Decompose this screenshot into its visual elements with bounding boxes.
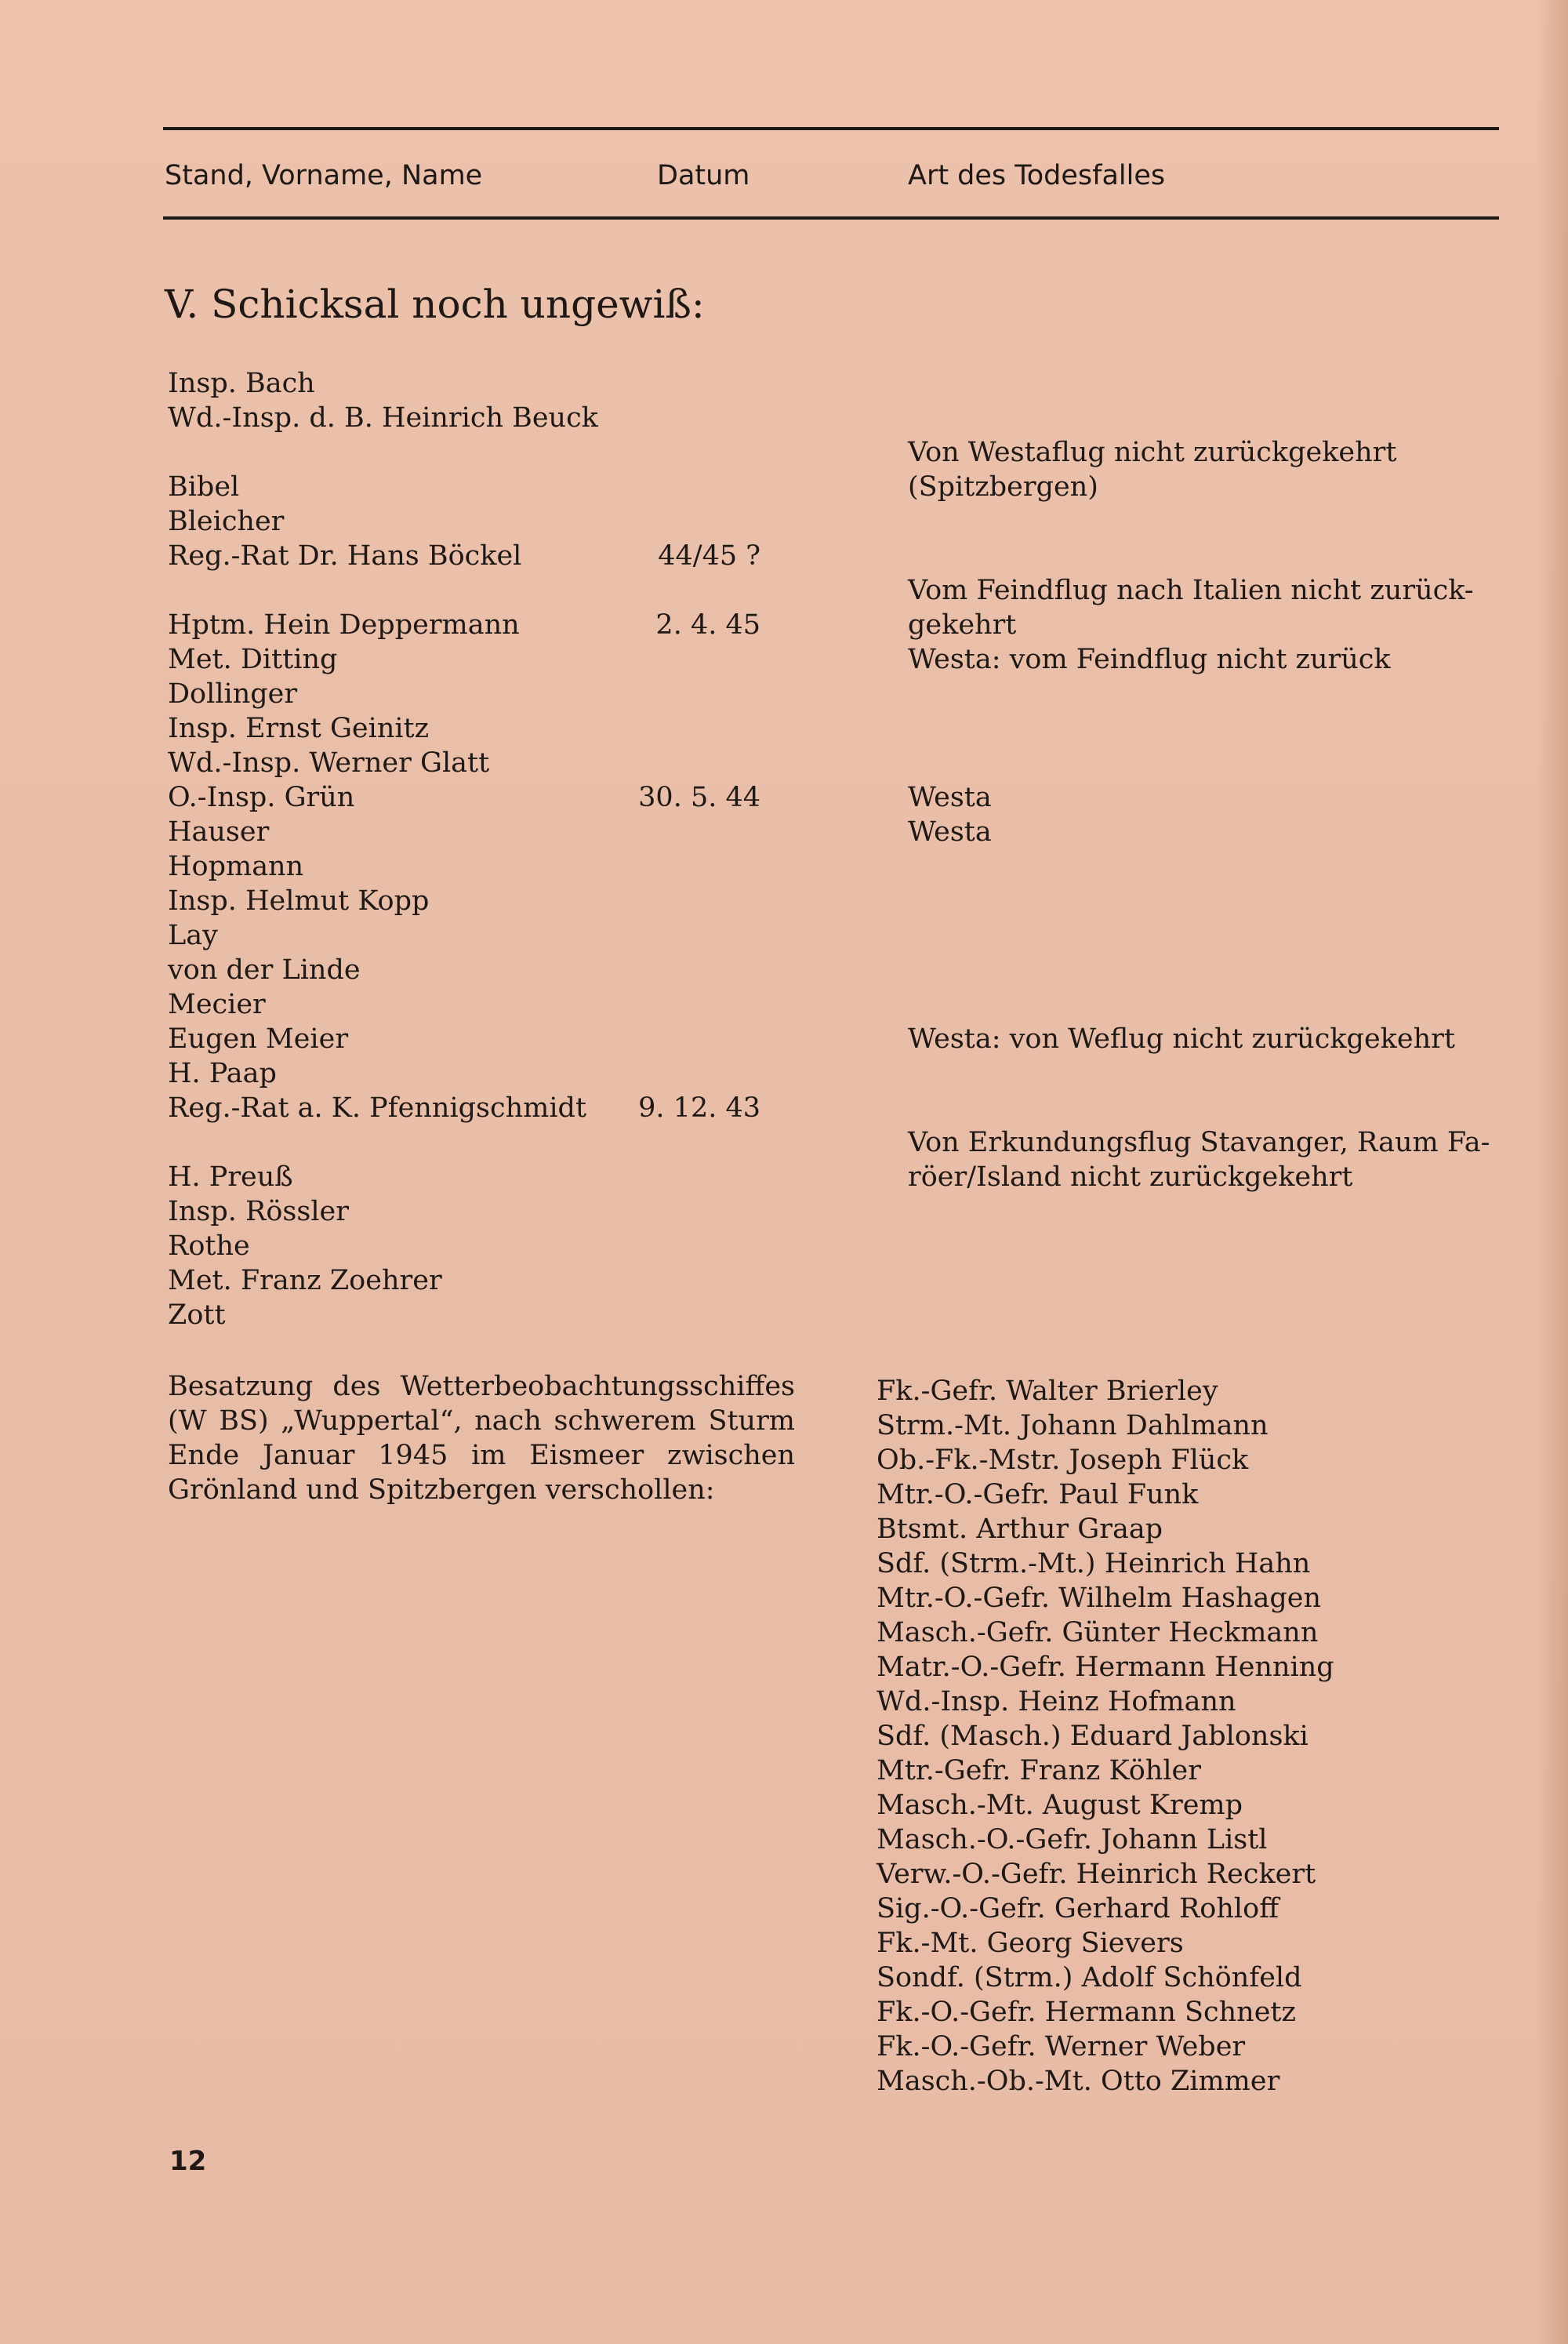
crew-entry: Masch.-O.-Gefr. Johann Listl	[877, 1824, 1268, 1855]
name-entry: Insp. Helmut Kopp	[168, 885, 430, 917]
crew-entry: Wd.-Insp. Heinz Hofmann	[877, 1686, 1236, 1717]
cause-entry	[908, 677, 1490, 711]
cause-entry: Vom Feindflug nach Italien nicht zurück-	[908, 575, 1474, 606]
crew-entry: Sig.-O.-Gefr. Gerhard Rohloff	[877, 1893, 1279, 1924]
date-entry	[596, 401, 760, 435]
date-entry	[596, 677, 760, 711]
crew-entry: Mtr.-Gefr. Franz Köhler	[877, 1755, 1201, 1786]
cause-entry	[908, 953, 1490, 987]
name-entry: H. Preuß	[168, 1161, 293, 1193]
name-entry: Bibel	[168, 471, 240, 503]
date-entry	[596, 918, 760, 953]
date-entry	[596, 746, 760, 780]
cause-entry	[908, 711, 1490, 746]
date-entry	[596, 573, 760, 608]
date-entry	[596, 815, 760, 849]
name-entry: Insp. Rössler	[168, 1196, 349, 1227]
name-entry: Hopmann	[168, 851, 304, 882]
cause-entry: Von Westaflug nicht zurückgekehrt	[908, 437, 1397, 468]
date-entry	[596, 953, 760, 987]
causes-column	[908, 401, 1490, 1194]
cause-entry	[908, 1056, 1490, 1091]
cause-entry: Westa	[908, 782, 992, 813]
cause-entry: (Spitzbergen)	[908, 471, 1098, 503]
crew-entry: Fk.-Gefr. Walter Brierley	[877, 1376, 1218, 1407]
cause-entry: Von Erkundungsflug Stavanger, Raum Fa-	[908, 1127, 1490, 1158]
crew-entry: Ob.-Fk.-Mstr. Joseph Flück	[877, 1445, 1249, 1476]
name-entry: Mecier	[168, 989, 266, 1020]
date-entry	[596, 1022, 760, 1056]
cause-entry: Westa: von Weflug nicht zurückgekehrt	[908, 1023, 1455, 1055]
name-entry: Met. Franz Zoehrer	[168, 1265, 442, 1296]
cause-entry: gekehrt	[908, 609, 1017, 641]
cause-entry: Westa	[908, 816, 992, 848]
cause-entry: Westa: vom Feindflug nicht zurück	[908, 644, 1391, 675]
name-entry: Hauser	[168, 816, 270, 848]
crew-list	[877, 1374, 1334, 2099]
name-entry: Wd.-Insp. Werner Glatt	[168, 747, 490, 779]
name-entry: Rothe	[168, 1230, 250, 1262]
wuppertal-paragraph: Besatzung des Wetterbeobachtungsschiffes (W BS) „Wuppertal“, nach schwerem Sturm Ende Januar 1945 im Eismeer zwischen Grönland und Spitzbergen verschollen:	[168, 1371, 795, 1506]
date-entry	[596, 884, 760, 918]
cause-entry	[908, 849, 1490, 884]
crew-entry: Sdf. (Masch.) Eduard Jablonski	[877, 1721, 1308, 1752]
crew-entry: Fk.-O.-Gefr. Werner Weber	[877, 2031, 1246, 2062]
cause-entry	[908, 746, 1490, 780]
cause-entry	[908, 1091, 1490, 1125]
name-entry: Wd.-Insp. d. B. Heinrich Beuck	[168, 402, 598, 434]
name-entry	[168, 573, 598, 608]
name-entry: Dollinger	[168, 678, 298, 710]
date-entry	[596, 470, 760, 504]
name-entry	[168, 435, 598, 470]
crew-entry: Sdf. (Strm.-Mt.) Heinrich Hahn	[877, 1548, 1311, 1579]
name-entry: Lay	[168, 920, 218, 951]
cause-entry	[908, 504, 1490, 539]
date-entry	[596, 711, 760, 746]
header-rule-top	[163, 127, 1499, 130]
cause-entry	[908, 884, 1490, 918]
cause-entry: röer/Island nicht zurückgekehrt	[908, 1161, 1353, 1193]
page-edge-shadow	[1537, 0, 1568, 2344]
name-entry	[168, 1125, 598, 1160]
crew-entry: Masch.-Gefr. Günter Heckmann	[877, 1617, 1319, 1648]
header-col-name: Stand, Vorname, Name	[165, 160, 483, 191]
header-col-cause: Art des Todesfalles	[908, 160, 1166, 191]
crew-entry: Masch.-Mt. August Kremp	[877, 1790, 1243, 1821]
crew-entry: Mtr.-O.-Gefr. Wilhelm Hashagen	[877, 1583, 1322, 1614]
crew-entry: Mtr.-O.-Gefr. Paul Funk	[877, 1479, 1199, 1510]
cause-entry	[908, 918, 1490, 953]
date-entry	[596, 987, 760, 1022]
date-entry	[596, 849, 760, 884]
crew-entry: Btsmt. Arthur Graap	[877, 1514, 1163, 1545]
name-entry: Hptm. Hein Deppermann	[168, 609, 520, 641]
crew-entry: Fk.-O.-Gefr. Hermann Schnetz	[877, 1997, 1296, 2028]
name-entry: Met. Ditting	[168, 644, 338, 675]
date-entry	[596, 504, 760, 539]
names-column	[168, 366, 598, 1332]
crew-entry: Verw.-O.-Gefr. Heinrich Reckert	[877, 1859, 1316, 1890]
crew-entry: Sondf. (Strm.) Adolf Schönfeld	[877, 1962, 1302, 1993]
name-entry: von der Linde	[168, 954, 361, 986]
name-entry: H. Paap	[168, 1058, 277, 1089]
cause-entry	[908, 987, 1490, 1022]
name-entry: Eugen Meier	[168, 1023, 349, 1055]
name-entry: Zott	[168, 1299, 226, 1331]
date-entry	[596, 1056, 760, 1091]
date-entry: 9. 12. 43	[638, 1092, 760, 1124]
name-entry: Reg.-Rat Dr. Hans Böckel	[168, 540, 522, 572]
page-number: 12	[169, 2146, 207, 2177]
cause-entry	[908, 539, 1490, 573]
crew-entry: Fk.-Mt. Georg Sievers	[877, 1928, 1184, 1959]
section-title: V. Schicksal noch ungewiß:	[165, 282, 705, 327]
name-entry: O.-Insp. Grün	[168, 782, 355, 813]
date-entry: 44/45 ?	[658, 540, 760, 572]
crew-entry: Strm.-Mt. Johann Dahlmann	[877, 1410, 1269, 1441]
name-entry: Reg.-Rat a. K. Pfennigschmidt	[168, 1092, 587, 1124]
name-entry: Bleicher	[168, 506, 285, 537]
date-entry	[596, 642, 760, 677]
header-col-date: Datum	[657, 160, 750, 191]
date-entry: 30. 5. 44	[638, 782, 760, 813]
date-entry	[596, 435, 760, 470]
name-entry: Insp. Ernst Geinitz	[168, 713, 430, 744]
name-entry: Insp. Bach	[168, 368, 315, 399]
crew-entry: Matr.-O.-Gefr. Hermann Henning	[877, 1652, 1334, 1683]
dates-column	[596, 366, 760, 1125]
cause-entry	[908, 401, 1490, 435]
date-entry	[596, 366, 760, 401]
header-rule-bottom	[163, 216, 1499, 220]
date-entry: 2. 4. 45	[655, 609, 760, 641]
crew-entry: Masch.-Ob.-Mt. Otto Zimmer	[877, 2066, 1280, 2097]
